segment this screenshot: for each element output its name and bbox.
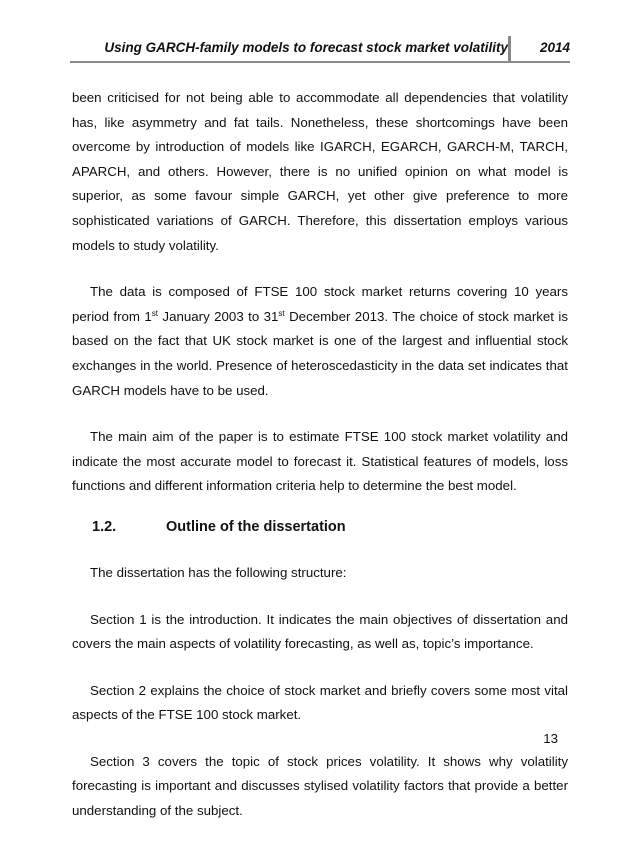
- paragraph-text: Section 2 explains the choice of stock market and briefly covers some most vital aspects of the FTSE 100 stock market.: [72, 682, 568, 723]
- running-header: [70, 34, 570, 62]
- paragraph-text: The data is composed of FTSE 100 stock market returns covering 10 years period from 1: [72, 284, 568, 324]
- ordinal-superscript: st: [151, 308, 159, 318]
- paragraph-text: December 2013. The choice of stock market is based on the fact that UK stock market is one of the largest and influential stock exchanges in the world. Presence of heteroscedasticity in the data set indicates that GARCH models have to be used.: [72, 308, 569, 398]
- section-heading: [72, 515, 568, 539]
- paragraph-data: [72, 280, 568, 403]
- paragraph-text: been criticised for not being able to accommodate all dependencies that volatility has, like asymmetry and fat tails. Nonetheless, these shortcomings have been overcome by introduction of models like IGARCH, EGARCH, GARCH-M, TARCH, APARCH, and others. However, there is no unified opinion on what model is superior, as some favour simple GARCH, yet other give preference to more sophisticated variations of GARCH. Therefore, this dissertation employs various models to study volatility.: [72, 90, 568, 253]
- header-divider: [508, 36, 511, 62]
- paragraph-section-1: [72, 608, 568, 657]
- paragraph-text: Section 1 is the introduction. It indicates the main objectives of dissertation and covers the main aspects of volatility forecasting, as well as, topic’s importance.: [72, 611, 568, 652]
- ordinal-superscript: st: [278, 308, 285, 318]
- paragraph-section-2: [72, 679, 568, 728]
- section-title: Outline of the dissertation: [166, 518, 346, 535]
- body-content: [72, 86, 568, 846]
- paragraph-text: The main aim of the paper is to estimate FTSE 100 stock market volatility and indicate the most accurate model to forecast it. Statistical features of models, loss functions and different information criteria help to determine the best model.: [72, 429, 568, 494]
- paragraph-text: The dissertation has the following structure:: [90, 564, 347, 580]
- paragraph-section-3: [72, 750, 568, 824]
- paragraph-structure: [72, 561, 568, 586]
- paragraph-continuation: [72, 86, 568, 258]
- paragraph-text: January 2003 to 31: [158, 308, 279, 324]
- paragraph-text: Section 3 covers the topic of stock prices volatility. It shows why volatility forecasting is important and discusses stylised volatility factors that provide a better understanding of the subject.: [72, 753, 568, 819]
- header-year: 2014: [539, 40, 570, 55]
- header-title: Using GARCH-family models to forecast stock market volatility: [104, 40, 508, 55]
- header-rule: [70, 61, 570, 63]
- paragraph-aim: [72, 425, 568, 499]
- section-number: 1.2.: [92, 518, 117, 535]
- page-number: 13: [543, 731, 558, 746]
